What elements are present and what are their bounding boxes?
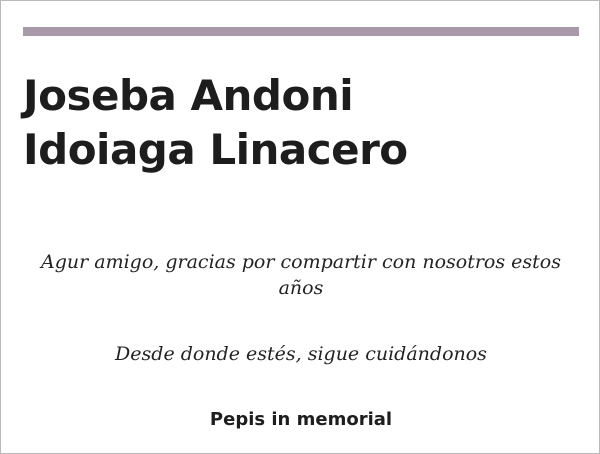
decorative-divider xyxy=(23,27,579,36)
name-line-second: Idoiaga Linacero xyxy=(23,125,408,174)
memorial-message-2: Desde donde estés, sigue cuidándonos xyxy=(115,343,487,365)
memorial-signature: Pepis in memorial xyxy=(209,409,393,430)
memorial-messages xyxy=(23,239,579,430)
memorial-message-1: Agur amigo, gracias por compartir con nosotros estos años xyxy=(41,251,561,299)
deceased-name xyxy=(23,69,579,177)
name-line-first: Joseba Andoni xyxy=(23,71,354,120)
